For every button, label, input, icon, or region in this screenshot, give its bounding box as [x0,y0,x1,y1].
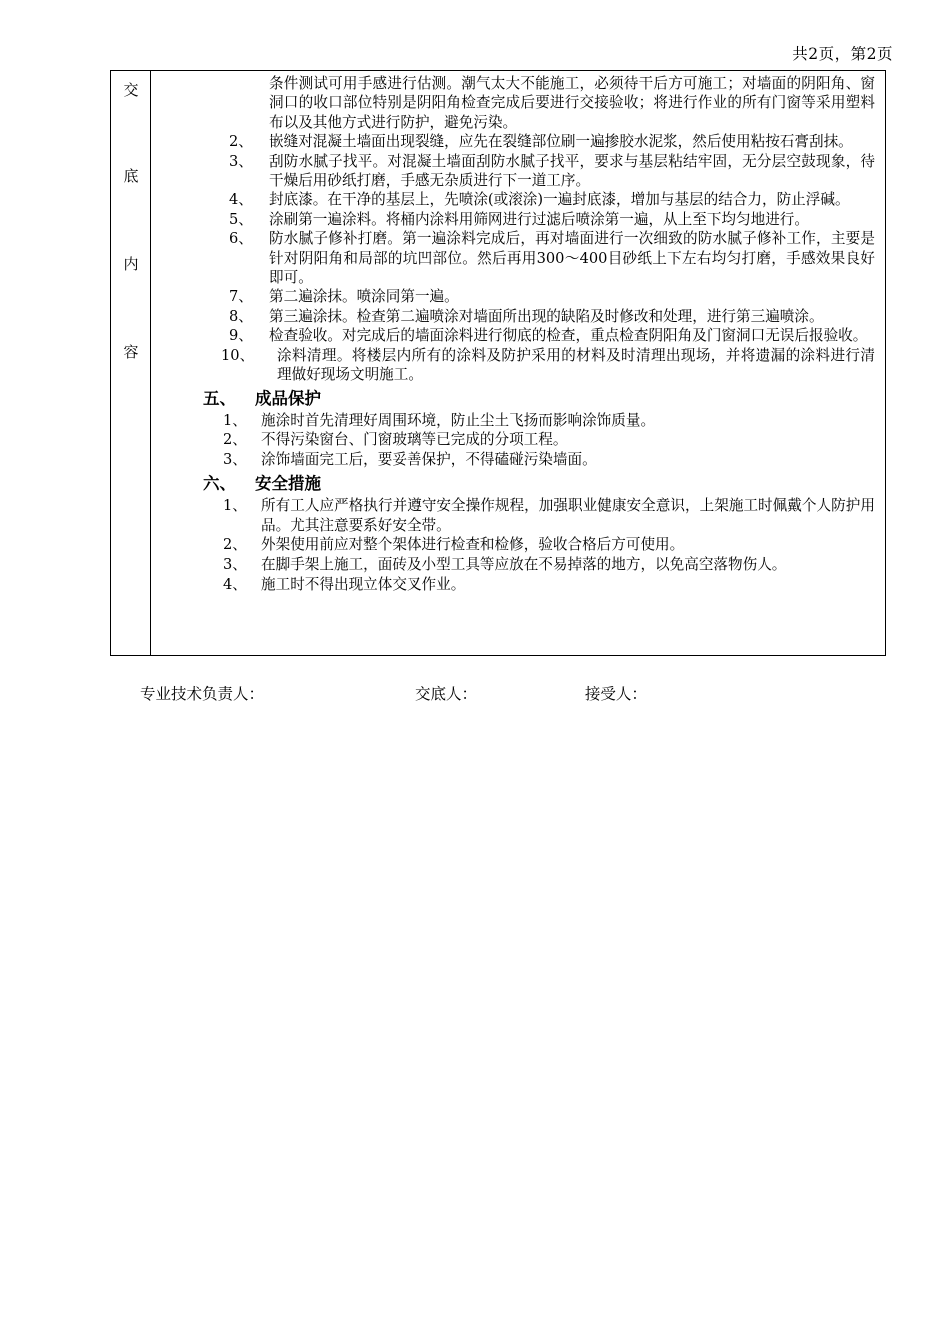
list-item [151,307,875,326]
row-label-char-0: 交 [123,81,139,99]
list-item-number: 8、 [229,307,253,325]
list-item [151,346,875,385]
list-item-text: 在脚手架上施工，面砖及小型工具等应放在不易掉落的地方，以免高空落物伤人。 [261,556,787,574]
continuation-paragraph: 条件测试可用手感进行估测。潮气太大不能施工，必须待干后方可施工；对墙面的阴阳角、窗洞口的收口部位特别是阴阳角检查完成后要进行交接验收；将进行作业的所有门窗等采用塑料布以及其他方式进行防护，避免污染。 [269,75,875,131]
list-item-text: 封底漆。在干净的基层上，先喷涂(或滚涂)一遍封底漆，增加与基层的结合力，防止浮碱。 [269,191,850,209]
list-item-text: 所有工人应严格执行并遵守安全操作规程，加强职业健康安全意识，上架施工时佩戴个人防护用品。尤其注意要系好安全带。 [261,496,875,534]
row-label-char-3: 容 [123,343,139,361]
section-item-list [151,411,875,470]
list-item-number: 3、 [229,152,253,170]
list-item-text: 涂饰墙面完工后，要妥善保护，不得磕碰污染墙面。 [261,451,597,469]
list-item-number: 5、 [229,210,253,228]
section-item-list [151,496,875,595]
list-item-text: 防水腻子修补打磨。第一遍涂料完成后，再对墙面进行一次细致的防水腻子修补工作，主要是针对阴阳角和局部的坑凹部位。然后再用300～400目砂纸上下左右均匀打磨，手感效果良好即可。 [269,230,875,287]
list-item-number: 1、 [223,496,247,514]
list-item-text: 不得污染窗台、门窗玻璃等已完成的分项工程。 [261,431,568,449]
row-label-char-1: 底 [123,167,139,185]
list-item-text: 嵌缝对混凝土墙面出现裂缝，应先在裂缝部位刷一遍掺胶水泥浆，然后使用粘按石膏刮抹。 [269,133,853,151]
list-item [151,411,875,431]
row-label-char-2: 内 [123,255,139,273]
list-item [151,210,875,229]
list-item-text: 施工时不得出现立体交叉作业。 [261,576,466,594]
list-item-number: 1、 [223,411,247,429]
list-item [151,535,875,555]
section-anquancuoshi [151,472,875,595]
content-flow [151,71,885,595]
list-item [151,229,875,287]
section-heading [151,472,875,496]
list-item [151,496,875,536]
list-item [151,575,875,595]
signature-presenter: 交底人： [414,685,477,703]
list-item [151,132,875,151]
list-item-text: 第二遍涂抹。喷涂同第一遍。 [269,288,459,306]
signature-row [140,682,900,704]
section-title: 成品保护 [255,388,321,408]
list-item-text: 涂料清理。将楼层内所有的涂料及防护采用的材料及时清理出现场，并将遗漏的涂料进行清理做好现场文明施工。 [277,346,875,384]
list-item-number: 3、 [223,451,247,469]
section-title: 安全措施 [255,473,321,493]
list-item [151,555,875,575]
list-item-number: 2、 [229,133,253,151]
list-item [151,450,875,470]
list-item [151,152,875,191]
section-heading [151,387,875,411]
list-item-number: 4、 [223,576,247,594]
page-header [0,42,893,64]
section-number: 五、 [203,388,236,408]
list-item-text: 施涂时首先清理好周围环境，防止尘土飞扬而影响涂饰质量。 [261,411,656,429]
content-column [151,71,885,655]
list-item [151,430,875,450]
page-count-label: 共2页，第2页 [792,45,893,63]
section-number: 六、 [203,473,236,493]
list-item-number: 6、 [229,230,253,248]
list-item-number: 7、 [229,288,253,306]
list-item [151,326,875,345]
process-step-list [151,132,875,384]
list-item-text: 涂刷第一遍涂料。将桶内涂料用筛网进行过滤后喷涂第一遍，从上至下均匀地进行。 [269,210,809,228]
list-item-number: 10、 [221,346,255,364]
list-item-text: 检查验收。对完成后的墙面涂料进行彻底的检查，重点检查阴阳角及门窗洞口无误后报验收。 [269,327,868,345]
list-item-number: 2、 [223,431,247,449]
list-item-number: 9、 [229,327,253,345]
signature-recipient: 接受人： [584,685,647,703]
list-item-number: 3、 [223,556,247,574]
jiaodi-content-table [110,70,886,656]
list-item-number: 2、 [223,536,247,554]
list-item [151,190,875,209]
list-item [151,287,875,306]
row-label-column [111,71,151,655]
list-item-number: 4、 [229,191,253,209]
section-chengpinbaohu [151,387,875,470]
list-item-text: 刮防水腻子找平。对混凝土墙面刮防水腻子找平，要求与基层粘结牢固，无分层空鼓现象，待干燥后用砂纸打磨，手感无杂质进行下一道工序。 [269,152,875,190]
list-item-text: 第三遍涂抹。检查第二遍喷涂对墙面所出现的缺陷及时修改和处理，进行第三遍喷涂。 [269,307,824,325]
signature-technical-lead: 专业技术负责人： [140,685,265,703]
list-item-text: 外架使用前应对整个架体进行检查和检修，验收合格后方可使用。 [261,536,685,554]
